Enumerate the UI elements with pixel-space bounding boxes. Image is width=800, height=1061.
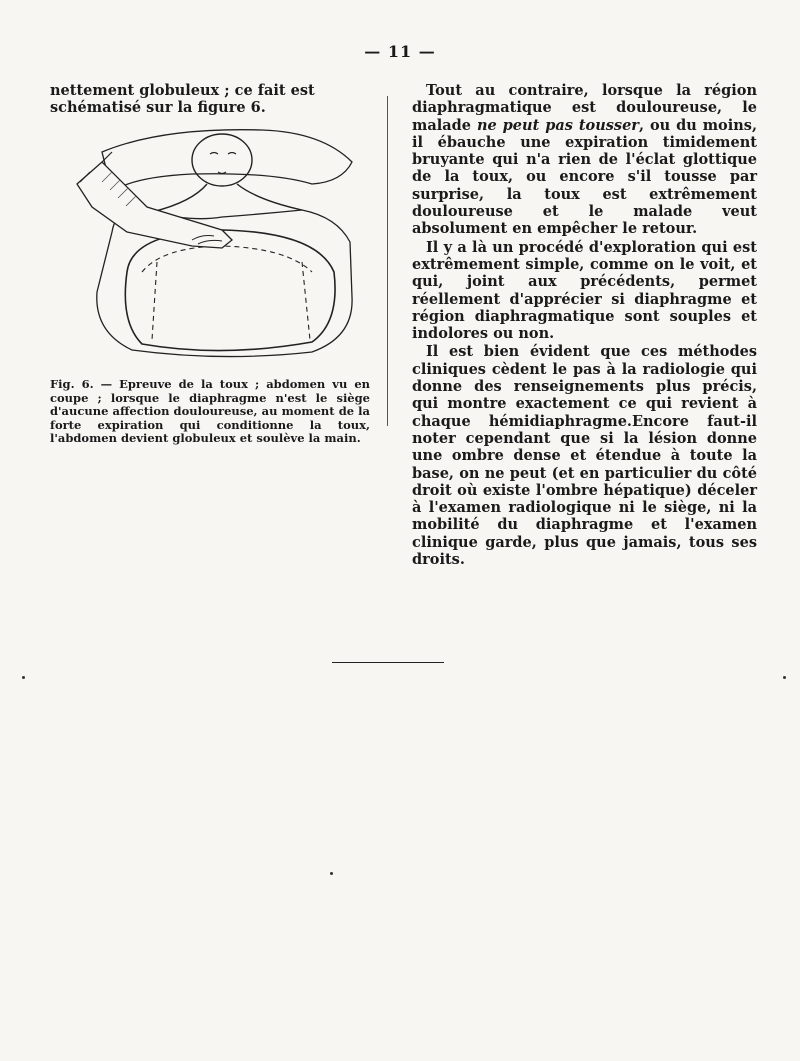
- section-separator: [332, 662, 444, 663]
- margin-dot: [22, 676, 25, 679]
- margin-dot: [783, 676, 786, 679]
- paragraph-cough-pain-end: , ou du moins, il ébauche une expiration timidement bruyante qui n'a rien de l'éclat glottique de la toux, ou encore s'il tousse par surprise, la toux est extrêmement douloureuse et le malade veut absolument en empêcher le retour.: [412, 116, 757, 238]
- emphasis-ne-peut-pas-tousser: ne peut pas tousser: [476, 116, 639, 134]
- paragraph-radiology: Il est bien évident que ces méthodes cliniques cèdent le pas à la radiologie qui donne des renseignements plus précis, qui montre exactement ce qui revient à chaque hémidiaphragme.Encore faut-il noter cependant que si la lésion donne une ombre dense et étendue à toute la base, on ne peut (et en particulier du côté droit où existe l'ombre hépatique) déceler à l'examen radiologique ni le siège, ni la mobilité du diaphragme et l'examen clinique garde, plus que jamais, tous ses droits.: [412, 343, 757, 569]
- paragraph-exploration: Il y a là un procédé d'exploration qui est extrêmement simple, comme on le voit, et qui, joint aux précédents, permet réellement d'apprécier si diaphragme et région diaphragmatique sont souples et indolores ou non.: [412, 238, 757, 343]
- right-column: [412, 82, 757, 568]
- margin-dot: [330, 872, 333, 875]
- paragraph-cough-pain: [412, 82, 757, 238]
- left-column: [50, 82, 370, 446]
- patient-abdomen-illustration: [72, 122, 372, 360]
- paragraph-cough-pain-start: Tout au contraire, lorsque la région diaphragmatique est douloureuse, le malade: [412, 82, 757, 134]
- column-divider: [387, 96, 388, 426]
- intro-paragraph: nettement globuleux ; ce fait est schématisé sur la figure 6.: [50, 82, 315, 116]
- figure-caption: Fig. 6. — Epreuve de la toux ; abdomen vu en coupe ; lorsque le diaphragme n'est le siège d'aucune affection douloureuse, au moment de la forte expiration qui conditionne la toux, l'abdomen devient globuleux et soulève la main.: [50, 377, 370, 445]
- page-number: — 11 —: [364, 42, 436, 61]
